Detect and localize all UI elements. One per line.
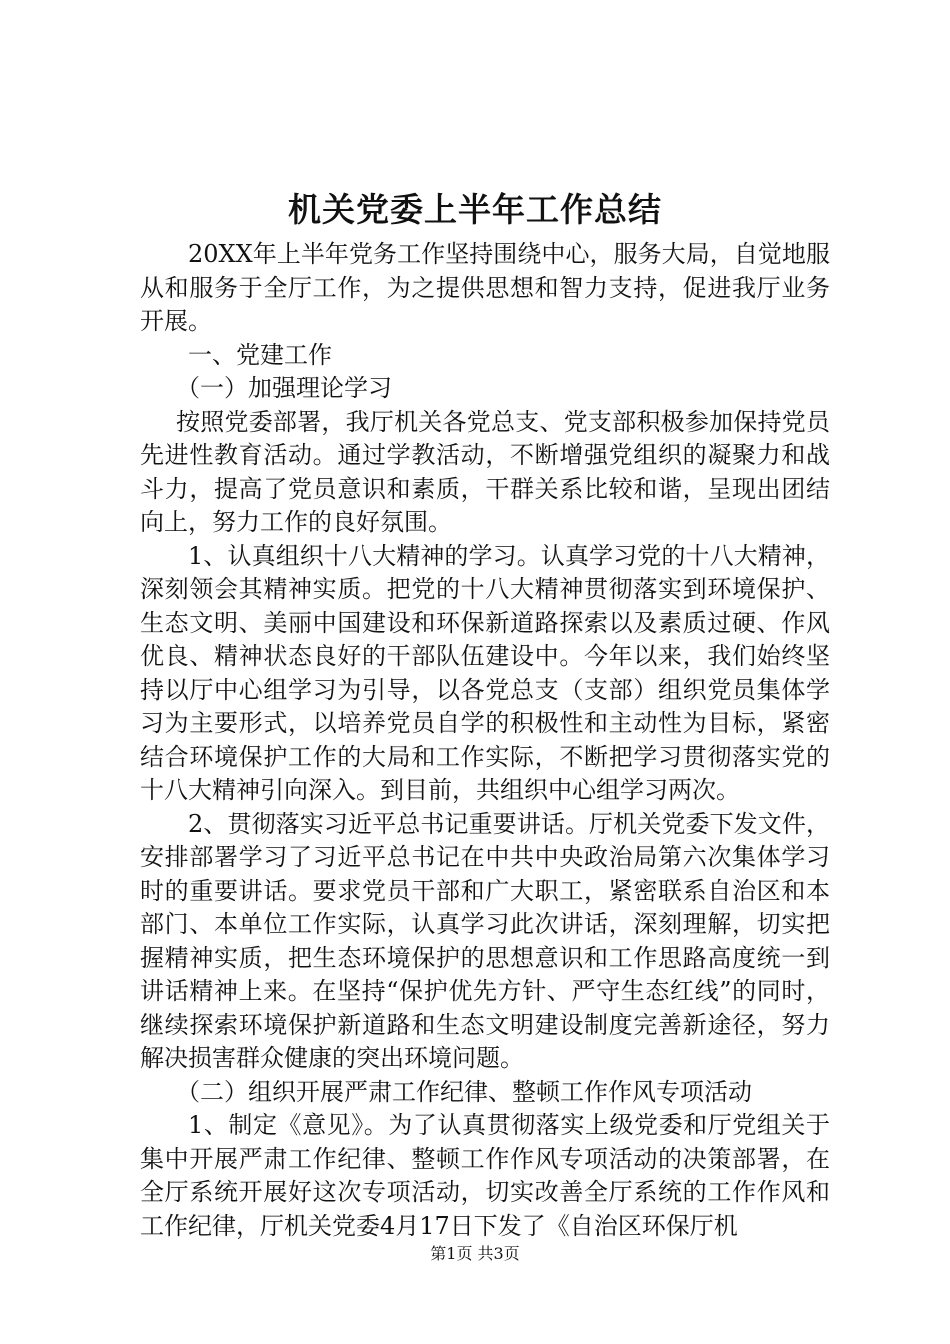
document-body — [140, 238, 830, 1243]
paragraph-item-1-eighteenth-congress: 1、认真组织十八大精神的学习。认真学习党的十八大精神，深刻领会其精神实质。把党的十八大精神贯彻落实到环境保护、生态文明、美丽中国建设和环保新道路探索以及素质过硬、作风优良、精神状态良好的干部队伍建设中。今年以来，我们始终坚持以厅中心组学习为引导，以各党总支（支部）组织党员集体学习为主要形式，以培养党员自学的积极性和主动性为目标，紧密结合环境保护工作的大局和工作实际，不断把学习贯彻落实党的十八大精神引向深入。到目前，共组织中心组学习两次。 — [140, 541, 830, 804]
intro-paragraph: 20XX年上半年党务工作坚持围绕中心，服务大局，自觉地服从和服务于全厅工作，为之提供思想和智力支持，促进我厅业务开展。 — [140, 240, 830, 335]
paragraph-item-2-important-speech: 2、贯彻落实习近平总书记重要讲话。厅机关党委下发文件，安排部署学习了习近平总书记在中共中央政治局第六次集体学习时的重要讲话。要求党员干部和广大职工，紧密联系自治区和本部门、本单位工作实际，认真学习此次讲话，深刻理解，切实把握精神实质，把生态环境保护的思想意识和工作思路高度统一到讲话精神上来。在坚持“保护优先方针、严守生态红线”的同时，继续探索环境保护新道路和生态文明建设制度完善新途径，努力解决损害群众健康的突出环境问题。 — [140, 809, 830, 1072]
document-title: 机关党委上半年工作总结 — [288, 190, 662, 229]
subsection-heading-discipline-campaign: （二）组织开展严肃工作纪律、整顿工作作风专项活动 — [176, 1077, 752, 1106]
subsection-heading-theory-study: （一）加强理论学习 — [176, 374, 392, 402]
section-heading-party-building: 一、党建工作 — [188, 340, 332, 369]
paragraph-item-1-opinions: 1、制定《意见》。为了认真贯彻落实上级党委和厅党组关于集中开展严肃工作纪律、整顿工作作风专项活动的决策部署，在全厅系统开展好这次专项活动，切实改善全厅系统的工作作风和工作纪律，厅机关党委4月17日下发了《自治区环保厅机 — [140, 1111, 830, 1240]
paragraph-party-deployment: 按照党委部署，我厅机关各党总支、党支部积极参加保持党员先进性教育活动。通过学教活动，不断增强党组织的凝聚力和战斗力，提高了党员意识和素质，干群关系比较和谐，呈现出团结向上，努力工作的良好氛围。 — [140, 407, 830, 536]
page-footer: 第1页 共3页 — [430, 1244, 520, 1263]
